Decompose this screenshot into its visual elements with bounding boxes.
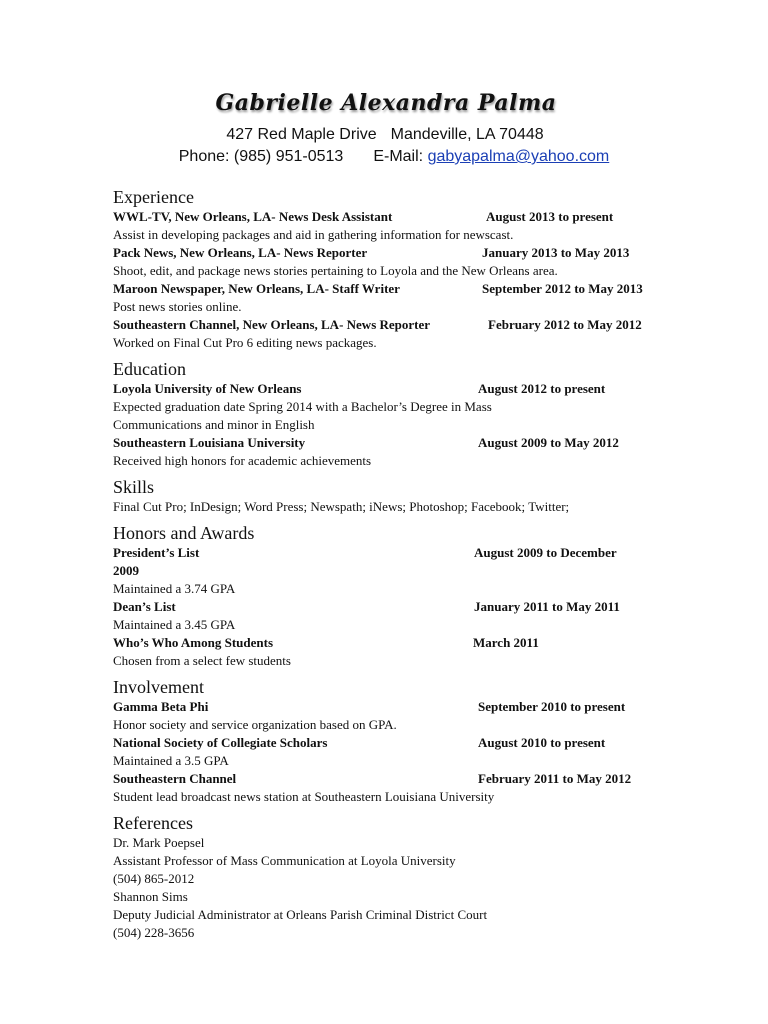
phone-email-line (20, 146, 768, 168)
entry-date: September 2012 to May 2013 (482, 281, 643, 296)
skills-list: Final Cut Pro; InDesign; Word Press; Newspath; iNews; Photoshop; Facebook; Twitter; (113, 499, 570, 514)
entry-description: Student lead broadcast news station at Southeastern Louisiana University (113, 789, 495, 804)
entry-heading (113, 316, 673, 334)
entry-date: January 2011 to May 2011 (474, 599, 620, 614)
entry-description: Maintained a 3.74 GPA (113, 581, 236, 596)
email-label: E-Mail: (373, 148, 424, 165)
section-title-honors: Honors and Awards (113, 523, 255, 543)
section-title-skills: Skills (113, 477, 155, 497)
reference-name: Dr. Mark Poepsel (113, 835, 205, 850)
reference-title: Assistant Professor of Mass Communication at Loyola University (113, 853, 456, 868)
entry-heading (113, 734, 673, 752)
city-state-zip: Mandeville, LA 70448 (390, 126, 544, 143)
entry-description: Maintained a 3.45 GPA (113, 617, 236, 632)
entry-heading (113, 698, 673, 716)
candidate-name: Gabrielle Alexandra Palma (215, 90, 557, 116)
entry-heading (113, 434, 673, 452)
entry-organization: Who’s Who Among Students (113, 635, 274, 650)
entry-organization: President’s List (113, 545, 200, 560)
reference-name: Shannon Sims (113, 889, 188, 904)
section-title-experience: Experience (113, 187, 194, 207)
entry-heading (113, 244, 673, 262)
entry-date: February 2011 to May 2012 (478, 771, 632, 786)
resume-header (0, 90, 768, 168)
entry-organization: Dean’s List (113, 599, 176, 614)
entry-heading (113, 598, 673, 616)
entry-heading (113, 280, 673, 298)
entry-organization: WWL-TV, New Orleans, LA- News Desk Assistant (113, 209, 393, 224)
entry-description: Worked on Final Cut Pro 6 editing news packages. (113, 335, 377, 350)
section-title-references: References (113, 813, 193, 833)
entry-date: August 2009 to May 2012 (478, 435, 619, 450)
entry-heading (113, 634, 673, 652)
entry-heading (113, 544, 673, 580)
reference-phone: (504) 865-2012 (113, 871, 195, 886)
entry-date: February 2012 to May 2012 (488, 317, 642, 332)
entry-organization: Gamma Beta Phi (113, 699, 209, 714)
entry-date: March 2011 (473, 635, 539, 650)
entry-description: Received high honors for academic achievements (113, 453, 372, 468)
entry-heading (113, 208, 673, 226)
entry-date: August 2009 to December 2009 (113, 545, 617, 578)
entry-date: September 2010 to present (478, 699, 626, 714)
section-title-education: Education (113, 359, 186, 379)
entry-organization: Pack News, New Orleans, LA- News Reporter (113, 245, 368, 260)
entry-heading (113, 770, 673, 788)
entry-description: Expected graduation date Spring 2014 with a Bachelor’s Degree in Mass Communications and minor in English (113, 399, 492, 432)
entry-description: Chosen from a select few students (113, 653, 291, 668)
entry-date: August 2010 to present (478, 735, 606, 750)
entry-date: August 2013 to present (486, 209, 614, 224)
entry-date: August 2012 to present (478, 381, 606, 396)
entry-organization: Maroon Newspaper, New Orleans, LA- Staff Writer (113, 281, 400, 296)
entry-description: Assist in developing packages and aid in gathering information for newscast. (113, 227, 514, 242)
entry-description: Post news stories online. (113, 299, 242, 314)
entry-date: January 2013 to May 2013 (482, 245, 630, 260)
entry-organization: Loyola University of New Orleans (113, 381, 302, 396)
entry-description: Honor society and service organization based on GPA. (113, 717, 397, 732)
entry-organization: National Society of Collegiate Scholars (113, 735, 328, 750)
entry-description: Shoot, edit, and package news stories pertaining to Loyola and the New Orleans area. (113, 263, 558, 278)
section-title-involvement: Involvement (113, 677, 204, 697)
entry-organization: Southeastern Channel, New Orleans, LA- News Reporter (113, 317, 431, 332)
entry-organization: Southeastern Channel (113, 771, 237, 786)
phone-number: Phone: (985) 951-0513 (178, 148, 344, 165)
address-line (2, 124, 768, 146)
resume-body (113, 186, 673, 942)
reference-title: Deputy Judicial Administrator at Orleans Parish Criminal District Court (113, 907, 488, 922)
street-address: 427 Red Maple Drive (226, 126, 377, 143)
entry-organization: Southeastern Louisiana University (113, 435, 306, 450)
entry-description: Maintained a 3.5 GPA (113, 753, 229, 768)
entry-heading (113, 380, 673, 398)
reference-phone: (504) 228-3656 (113, 925, 195, 940)
email-link[interactable]: gabyapalma@yahoo.com (427, 148, 610, 165)
